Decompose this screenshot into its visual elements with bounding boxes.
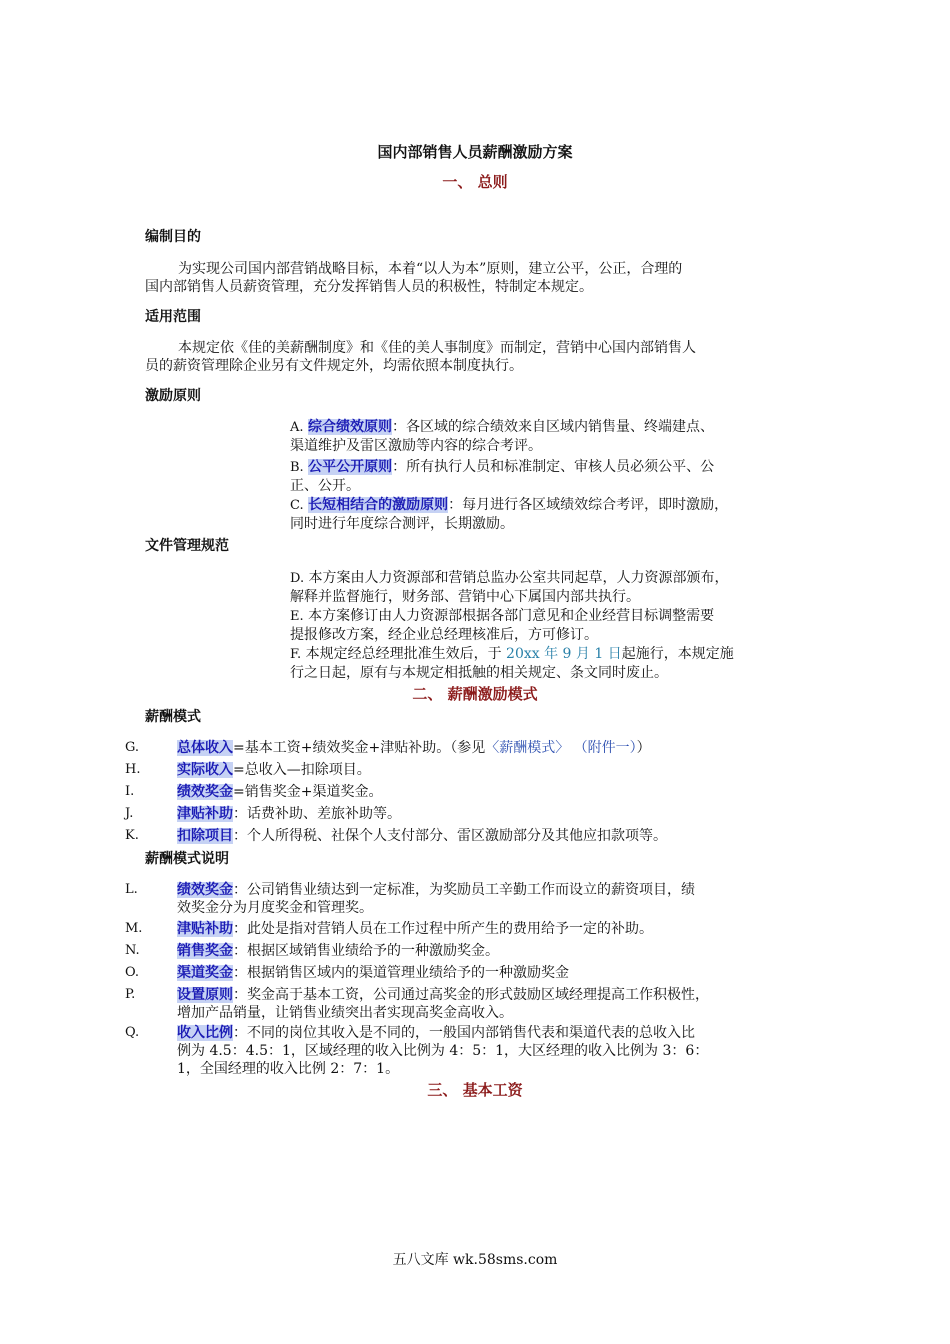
highlight-term: 长短相结合的激励原则	[308, 497, 449, 513]
item-text-line-2: 效奖金分为月度奖金和管理奖。	[177, 900, 373, 916]
desc-item-o	[177, 964, 817, 982]
scope-line-1: 本规定依《佳的美薪酬制度》和《佳的美人事制度》而制定，营销中心国内部销售人	[178, 340, 696, 356]
item-text-line-2: 提报修改方案，经企业总经理核准后，方可修订。	[290, 627, 598, 643]
principle-item-c	[290, 496, 820, 533]
item-letter: E.	[290, 609, 304, 624]
item-text: =总收入—扣除项目。	[233, 762, 371, 778]
item-text-post: 起施行，本规定施	[621, 646, 734, 662]
item-letter: C.	[290, 498, 304, 513]
item-letter: J.	[125, 806, 134, 821]
item-letter: K.	[125, 828, 139, 843]
purpose-line-2: 国内部销售人员薪资管理，充分发挥销售人员的积极性，特制定本规定。	[145, 279, 593, 295]
purpose-heading: 编制目的	[145, 229, 201, 245]
principle-item-b	[290, 458, 820, 495]
item-text-line-2: 行之日起，原有与本规定相抵触的相关规定、条文同时废止。	[290, 665, 668, 681]
docmgmt-heading: 文件管理规范	[145, 538, 229, 554]
effective-date: 20xx 年 9 月 1 日	[506, 646, 622, 662]
item-text: ：公司销售业绩达到一定标准，为奖励员工辛勤工作而设立的薪资项目，绩	[233, 882, 695, 898]
desc-item-n	[177, 942, 817, 960]
model-item-k	[177, 827, 817, 845]
item-text: ：每月进行各区域绩效综合考评，即时激励，	[448, 497, 729, 513]
item-letter: Q.	[125, 1025, 140, 1040]
item-letter: N.	[125, 943, 140, 958]
section-heading-2: 二、 薪酬激励模式	[412, 685, 538, 703]
docmgmt-item-f	[290, 645, 820, 682]
item-letter: A.	[290, 420, 304, 435]
highlight-term: 实际收入	[177, 762, 233, 778]
item-text: =销售奖金+渠道奖金。	[233, 784, 383, 800]
item-text: 本方案由人力资源部和营销总监办公室共同起草，人力资源部颁布，	[308, 570, 729, 586]
item-letter: P.	[125, 987, 136, 1002]
item-letter: M.	[125, 921, 143, 936]
scope-paragraph	[145, 339, 810, 375]
model-item-h	[177, 761, 817, 779]
item-text: ：话费补助、差旅补助等。	[233, 806, 401, 822]
section-heading-3: 三、 基本工资	[427, 1081, 523, 1099]
highlight-term: 设置原则	[177, 987, 233, 1003]
item-text: ：根据销售区域内的渠道管理业绩给予的一种激励奖金	[233, 965, 569, 981]
ref-link-appendix[interactable]: （附件一）	[573, 740, 637, 756]
item-text: ：奖金高于基本工资，公司通过高奖金的形式鼓励区域经理提高工作积极性，	[233, 987, 709, 1003]
item-letter: O.	[125, 965, 140, 980]
purpose-line-1: 为实现公司国内部营销战略目标，本着“以人为本”原则，建立公平，公正，合理的	[178, 261, 683, 277]
item-letter: I.	[125, 784, 135, 799]
scope-line-2: 员的薪资管理除企业另有文件规定外，均需依照本制度执行。	[145, 358, 523, 374]
highlight-term: 总体收入	[177, 740, 233, 756]
purpose-paragraph	[145, 260, 810, 296]
item-text: ：此处是指对营销人员在工作过程中所产生的费用给予一定的补助。	[233, 921, 653, 937]
item-letter: D.	[290, 571, 305, 586]
docmgmt-item-e	[290, 607, 820, 644]
ref-link-salary-model[interactable]: 〈薪酬模式〉	[485, 740, 570, 756]
model-item-i	[177, 783, 817, 801]
highlight-term: 公平公开原则	[308, 459, 393, 475]
principle-item-a	[290, 418, 820, 455]
item-text: ：不同的岗位其收入是不同的，一般国内部销售代表和渠道代表的总收入比	[233, 1025, 695, 1041]
item-letter: F.	[290, 647, 302, 662]
model-item-j	[177, 805, 817, 823]
item-letter: H.	[125, 762, 141, 777]
item-letter: G.	[125, 740, 140, 755]
item-text-line-2: 渠道维护及雷区激励等内容的综合考评。	[290, 438, 542, 454]
item-text: 本规定经总经理批准生效后，于	[305, 646, 507, 662]
item-text: ：个人所得税、社保个人支付部分、雷区激励部分及其他应扣款项等。	[233, 828, 667, 844]
section-heading-1: 一、 总则	[442, 173, 508, 191]
scope-heading: 适用范围	[145, 309, 201, 325]
item-letter: B.	[290, 460, 304, 475]
item-text-line-2: 例为 4.5：4.5：1，区域经理的收入比例为 4：5：1，大区经理的收入比例为 3：6：	[177, 1043, 709, 1059]
desc-item-m	[177, 920, 817, 938]
item-text: 本方案修订由人力资源部根据各部门意见和企业经营目标调整需要	[308, 608, 715, 624]
highlight-term: 渠道奖金	[177, 965, 233, 981]
desc-item-l	[177, 881, 817, 917]
item-text: ：各区域的综合绩效来自区域内销售量、终端建点、	[391, 419, 714, 435]
highlight-term: 收入比例	[177, 1025, 233, 1041]
item-text: ：根据区域销售业绩给予的一种激励奖金。	[233, 943, 499, 959]
highlight-term: 销售奖金	[177, 943, 233, 959]
model-desc-heading: 薪酬模式说明	[145, 851, 229, 867]
highlight-term: 综合绩效原则	[307, 419, 392, 435]
item-text: ：所有执行人员和标准制定、审核人员必须公平、公	[392, 459, 715, 475]
desc-item-p	[177, 986, 817, 1022]
item-text-line-3: 1，全国经理的收入比例 2：7：1。	[177, 1061, 400, 1077]
principles-heading: 激励原则	[145, 388, 201, 404]
highlight-term: 绩效奖金	[177, 882, 233, 898]
item-text-line-2: 解释并监督施行，财务部、营销中心下属国内部共执行。	[290, 589, 640, 605]
model-heading: 薪酬模式	[145, 709, 201, 725]
model-item-g	[177, 739, 817, 757]
item-letter: L.	[125, 882, 138, 897]
desc-item-q	[177, 1024, 817, 1078]
item-text-line-2: 增加产品销量，让销售业绩突出者实现高奖金高收入。	[177, 1005, 513, 1021]
highlight-term: 绩效奖金	[177, 784, 233, 800]
item-text-line-2: 同时进行年度综合测评，长期激励。	[290, 516, 514, 532]
item-text-end: ）	[636, 740, 651, 756]
highlight-term: 扣除项目	[177, 828, 233, 844]
docmgmt-item-d	[290, 569, 820, 606]
item-text: =基本工资+绩效奖金+津贴补助。（参见	[233, 740, 486, 756]
footer-watermark: 五八文库 wk.58sms.com	[392, 1252, 558, 1268]
highlight-term: 津贴补助	[177, 806, 233, 822]
document-title: 国内部销售人员薪酬激励方案	[377, 143, 573, 161]
highlight-term: 津贴补助	[177, 921, 233, 937]
item-text-line-2: 正、公开。	[290, 478, 360, 494]
